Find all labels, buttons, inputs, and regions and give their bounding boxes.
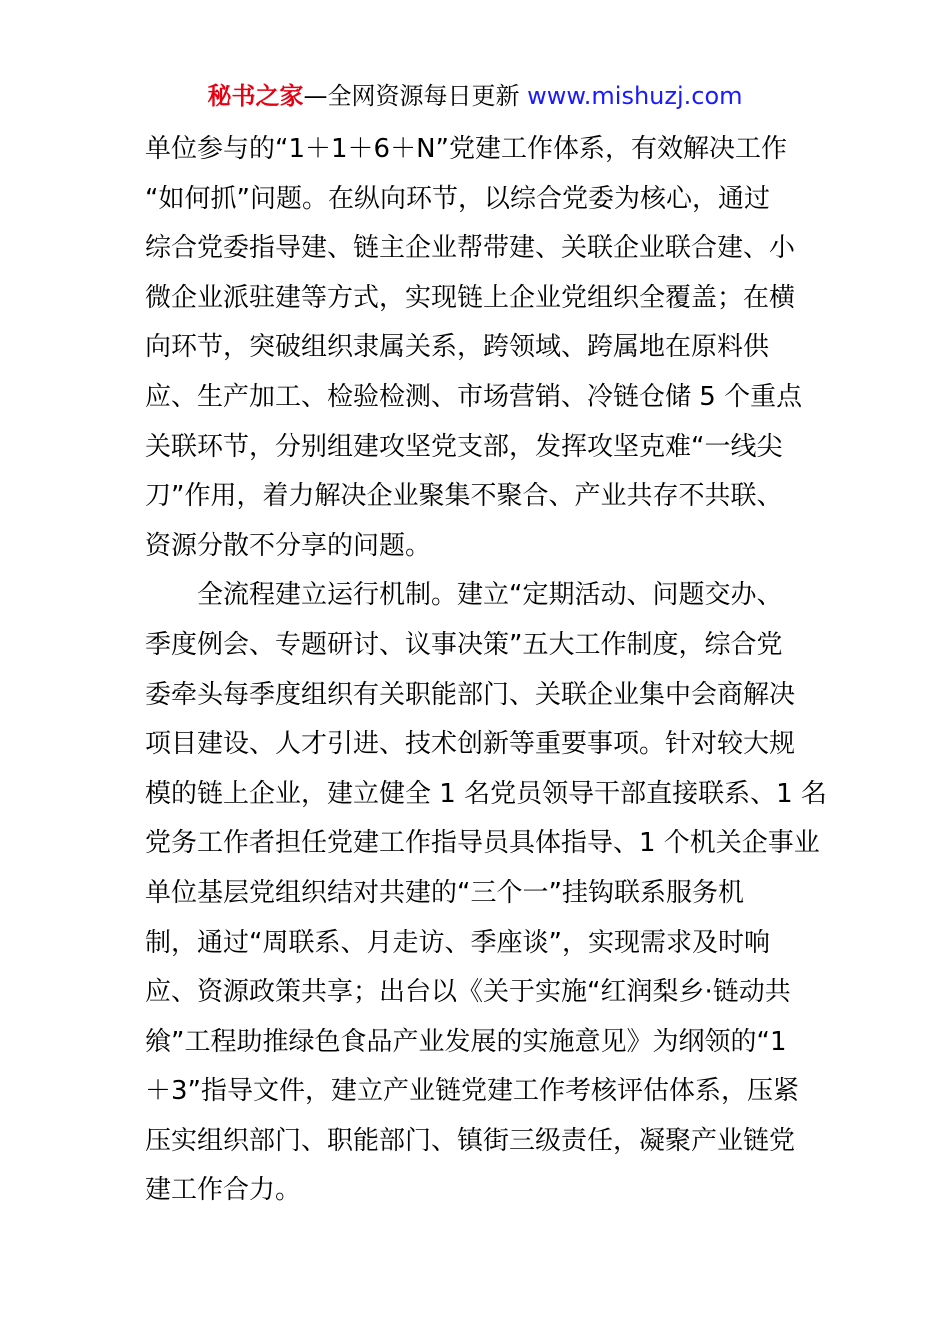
- text-line: 建工作合力。: [145, 1175, 302, 1206]
- text-line: 飨”工程助推绿色食品产业发展的实施意见》为纲领的“1: [145, 1026, 787, 1057]
- text-line: 季度例会、专题研讨、议事决策”五大工作制度，综合党: [145, 629, 783, 660]
- text-line: 应、资源政策共享；出台以《关于实施“红润梨乡·链动共: [145, 977, 791, 1008]
- text-line: 向环节，突破组织隶属关系，跨领域、跨属地在原料供: [145, 332, 770, 363]
- text-line: 刀”作用，着力解决企业聚集不聚合、产业共存不共联、: [145, 481, 783, 512]
- text-line: 综合党委指导建、链主企业帮带建、关联企业联合建、小: [145, 233, 796, 264]
- text-line: 党务工作者担任党建工作指导员具体指导、1 个机关企事业: [145, 828, 820, 859]
- page-header: [0, 78, 950, 114]
- text-line: ＋3”指导文件，建立产业链党建工作考核评估体系，压紧: [145, 1076, 800, 1107]
- text-line: 单位参与的“1＋1＋6＋N”党建工作体系，有效解决工作: [145, 134, 788, 164]
- paragraph-1: [145, 125, 805, 571]
- text-line: 单位基层党组织结对共建的“三个一”挂钩联系服务机: [145, 877, 744, 908]
- text-line: 压实组织部门、职能部门、镇街三级责任，凝聚产业链党: [145, 1125, 796, 1156]
- brand-name: 秘书之家: [207, 82, 304, 110]
- text-line: 项目建设、人才引进、技术创新等重要事项。针对较大规: [145, 729, 796, 760]
- text-line: 制，通过“周联系、月走访、季座谈”，实现需求及时响: [145, 927, 770, 958]
- text-line: 模的链上企业，建立健全 1 名党员领导干部直接联系、1 名: [145, 778, 827, 809]
- document-body: [145, 125, 827, 1216]
- text-line: 资源分散不分享的问题。: [145, 530, 432, 561]
- text-line: 应、生产加工、检验检测、市场营销、冷链仓储 5 个重点: [145, 381, 803, 412]
- paragraph-2: [145, 571, 827, 1216]
- text-line: “如何抓”问题。在纵向环节，以综合党委为核心，通过: [145, 183, 770, 214]
- text-line: 全流程建立运行机制。建立“定期活动、问题交办、: [197, 580, 783, 611]
- text-line: 委牵头每季度组织有关职能部门、关联企业集中会商解决: [145, 679, 796, 710]
- site-url-link[interactable]: www.mishuzj.com: [527, 82, 743, 110]
- text-line: 关联环节，分别组建攻坚党支部，发挥攻坚克难“一线尖: [145, 431, 783, 462]
- header-tagline: —全网资源每日更新: [303, 82, 528, 110]
- text-line: 微企业派驻建等方式，实现链上企业党组织全覆盖；在横: [145, 282, 796, 313]
